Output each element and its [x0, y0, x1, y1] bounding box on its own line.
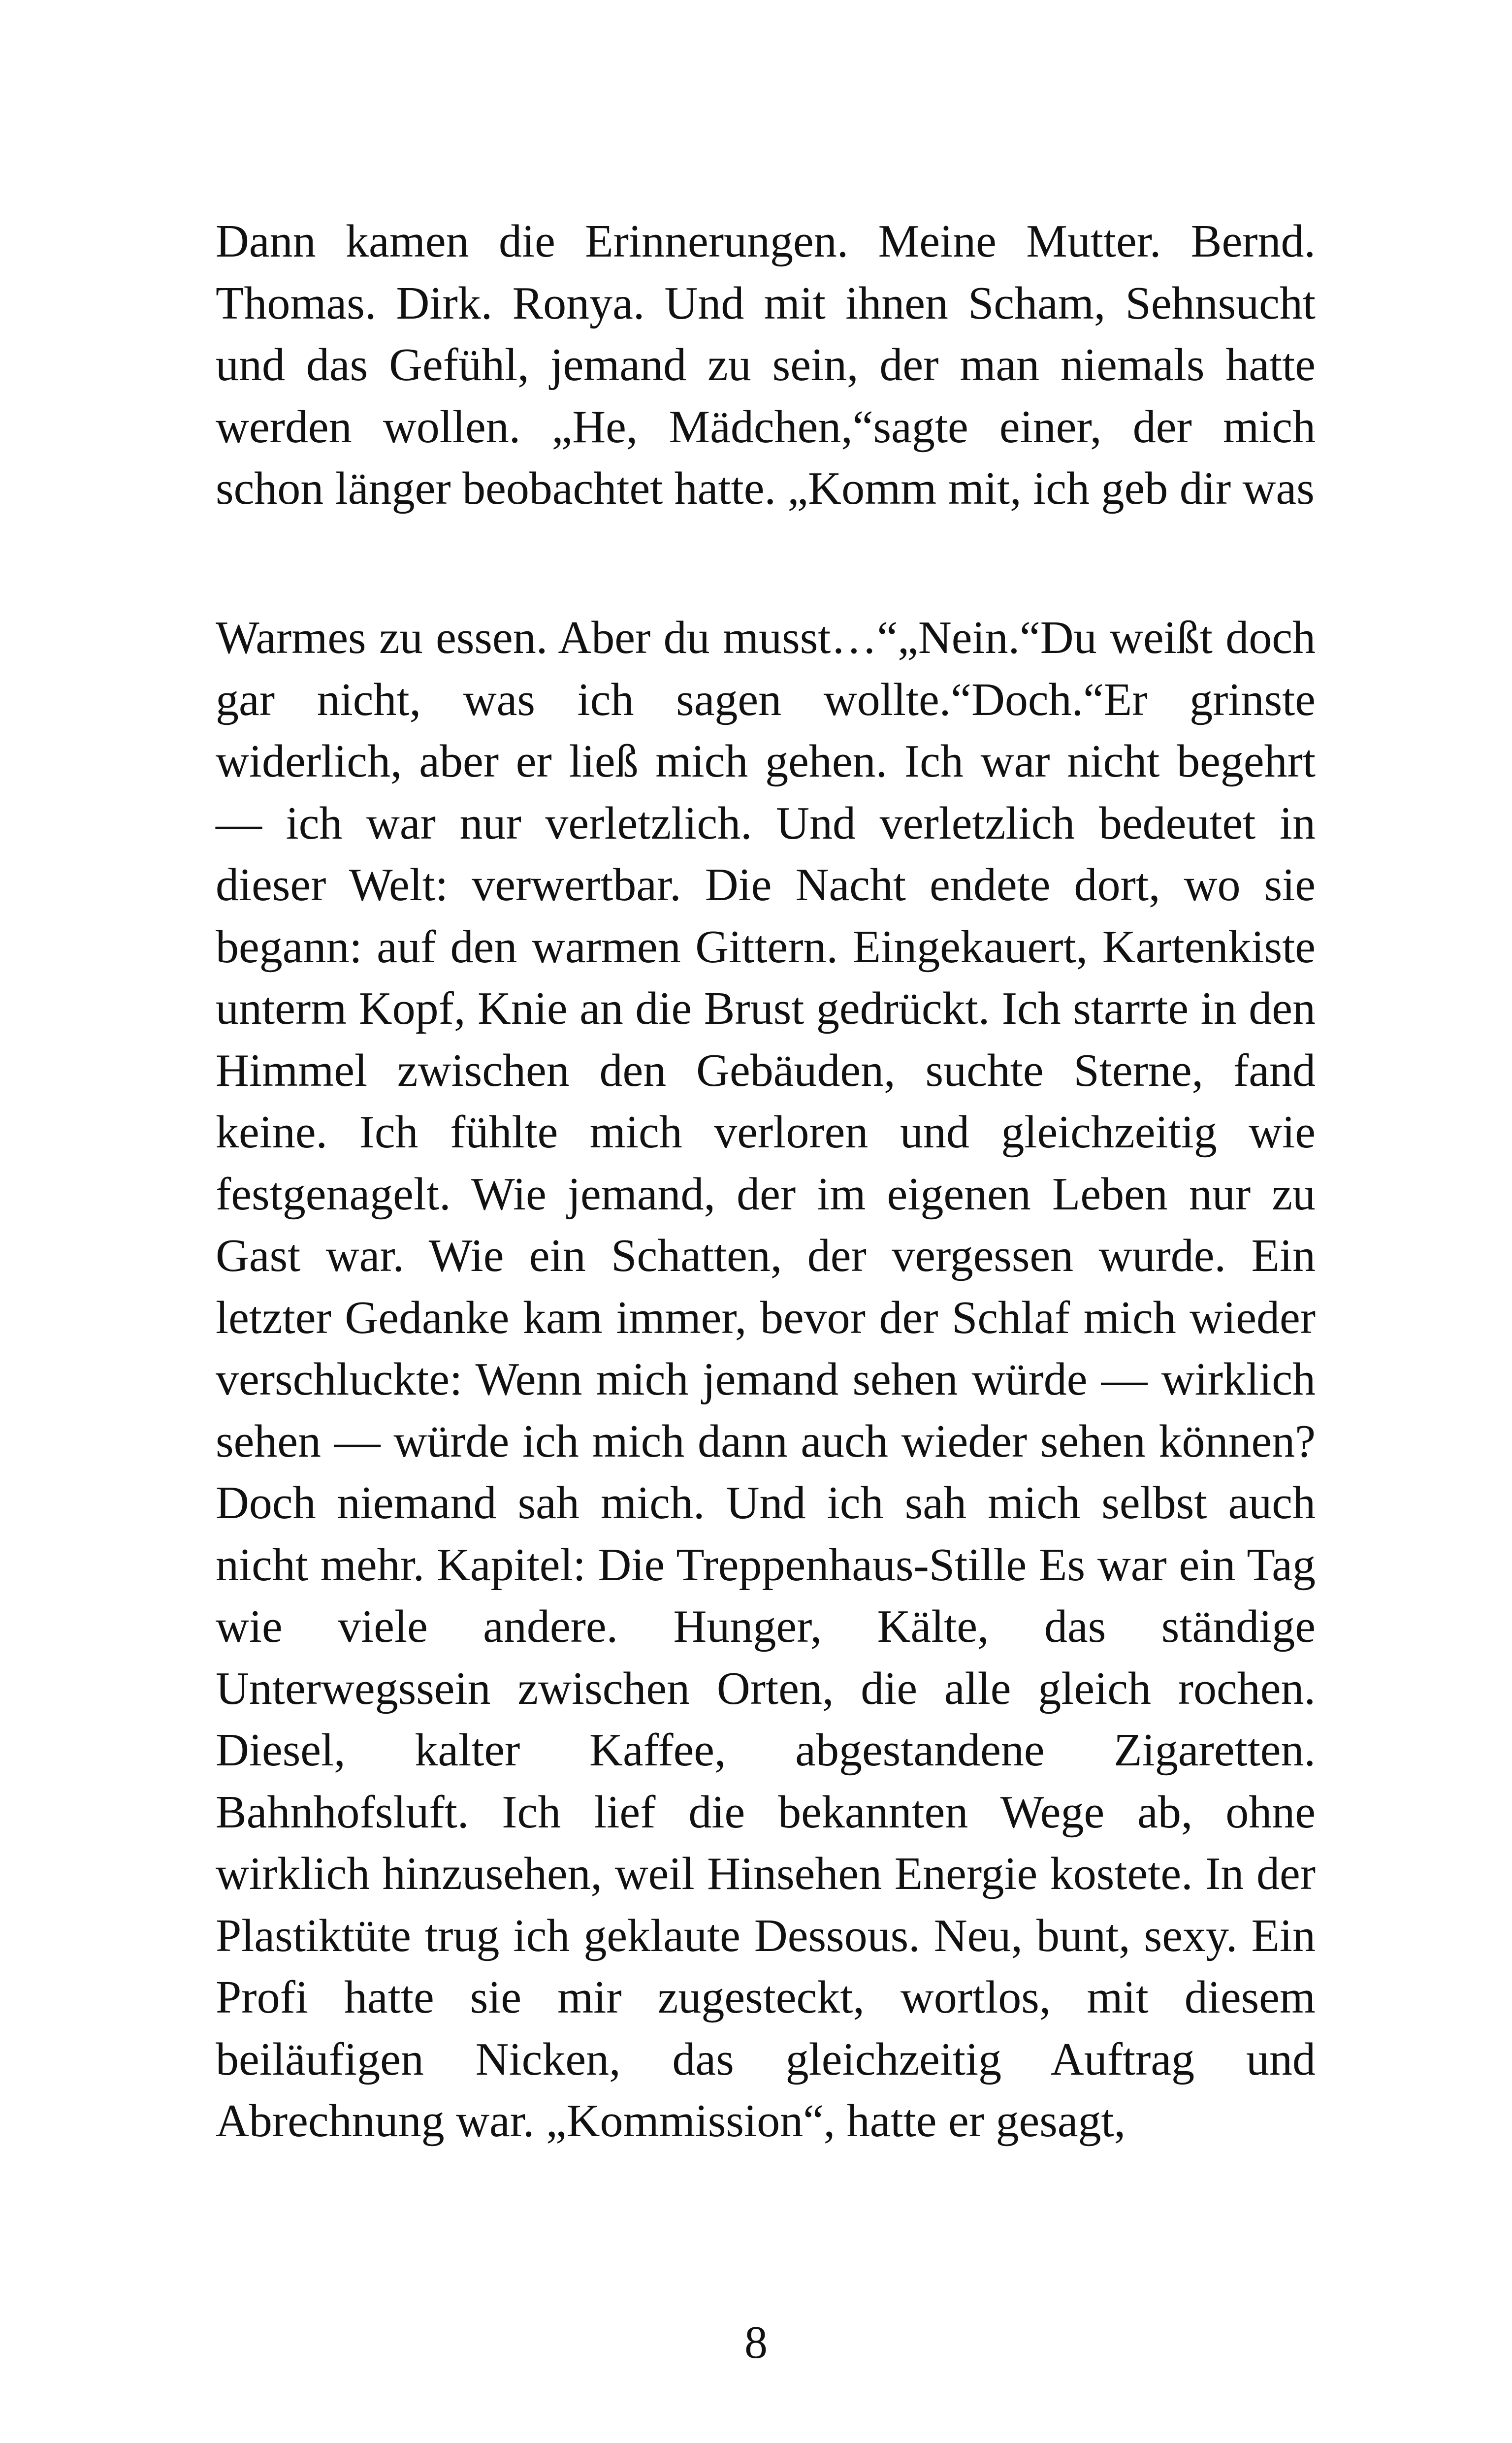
paragraph-2: Warmes zu essen. Aber du musst…“„Nein.“Du weißt doch gar nicht, was ich sagen wollte.“Doch.“Er grinste widerlich, aber er ließ mich gehen. Ich war nicht begehrt — ich war nur verletzlich. Und verletzlich bedeutet in dieser Welt: verwertbar. Die Nacht endete dort, wo sie begann: auf den warmen Gittern. Eingekauert, Kartenkiste unterm Kopf, Knie an die Brust gedrückt. Ich starrte in den Himmel zwischen den Gebäuden, suchte Sterne, fand keine. Ich fühlte mich verloren und gleichzeitig wie festgenagelt. Wie jemand, der im eigenen Leben nur zu Gast war. Wie ein Schatten, der vergessen wurde. Ein letzter Gedanke kam immer, bevor der Schlaf mich wieder verschluckte: Wenn mich jemand sehen würde — wirklich sehen — würde ich mich dann auch wieder sehen können? Doch niemand sah mich. Und ich sah mich selbst auch nicht mehr. Kapitel: Die Treppenhaus-Stille Es war ein Tag wie viele andere. Hunger, Kälte, das ständige Unterwegssein zwischen Orten, die alle gleich rochen. Diesel, kalter Kaffee, abgestandene Zigaretten. Bahnhofsluft. Ich lief die bekannten Wege ab, ohne wirklich hinzusehen, weil Hinsehen Energie kostete. In der Plastiktüte trug ich geklaute Dessous. Neu, bunt, sexy. Ein Profi hatte sie mir zugesteckt, wortlos, mit diesem beiläufigen Nicken, das gleichzeitig Auftrag und Abrechnung war. „Kommission“, hatte er gesagt, — [216, 612, 1316, 2147]
paragraph-1: Dann kamen die Erinnerungen. Meine Mutter. Bernd. Thomas. Dirk. Ronya. Und mit ihnen Scham, Sehnsucht und das Gefühl, jemand zu sein, der man niemals hatte werden wollen. „He, Mädchen,“sagte einer, der mich schon länger beobachtet hatte. „Komm mit, ich geb dir was — [216, 216, 1316, 514]
page-number: 8 — [744, 2317, 768, 2368]
